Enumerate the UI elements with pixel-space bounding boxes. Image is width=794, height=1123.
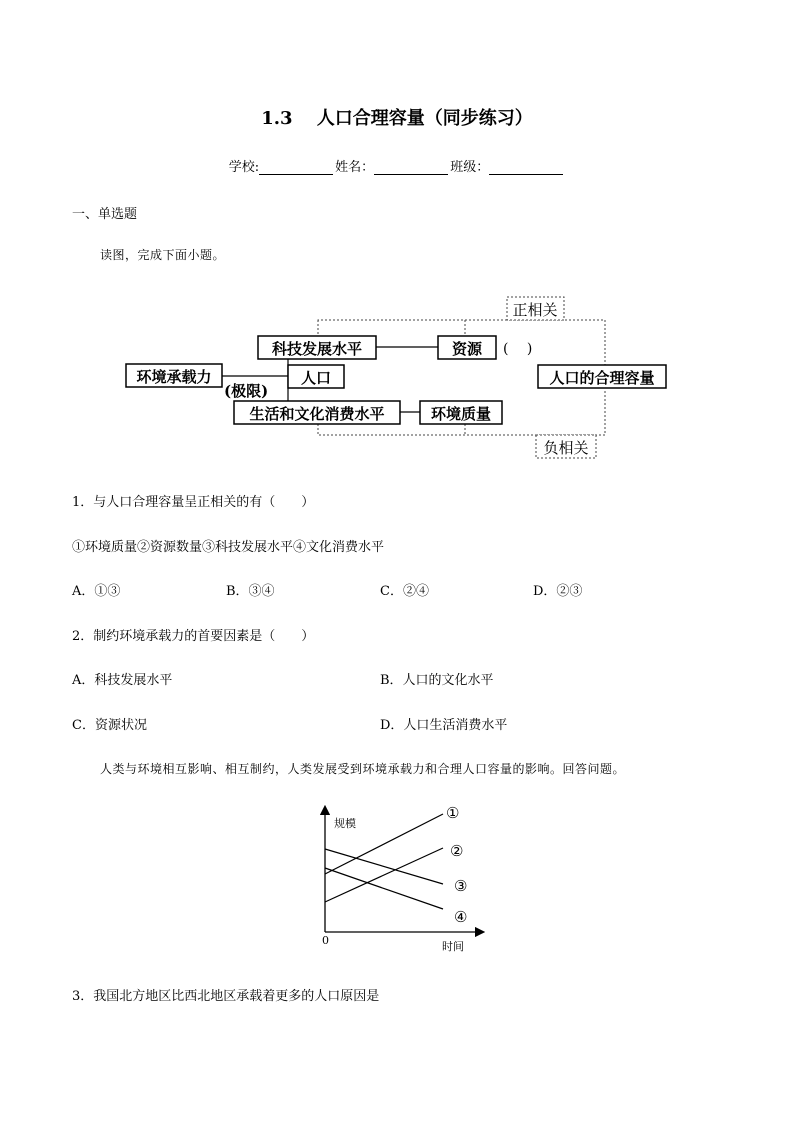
living-standard-label: 生活和文化消费水平 xyxy=(249,405,385,423)
q2-option-c[interactable]: C．资源状况 xyxy=(72,718,147,733)
limit-label: (极限) xyxy=(224,382,269,400)
question-1-stem: 1．与人口合理容量呈正相关的有（ ） xyxy=(72,495,315,510)
reasonable-capacity-label: 人口的合理容量 xyxy=(549,369,655,387)
question-1-items: ①环境质量②资源数量③科技发展水平④文化消费水平 xyxy=(72,540,385,555)
intro-text-2: 人类与环境相互影响、相互制约，人类发展受到环境承载力和合理人口容量的影响。回答问题。 xyxy=(100,762,626,776)
negative-label: 负相关 xyxy=(543,439,589,457)
question-3-stem: 3．我国北方地区比西北地区承载着更多的人口原因是 xyxy=(72,989,380,1004)
tech-label: 科技发展水平 xyxy=(271,340,363,358)
school-label: 学校: xyxy=(228,160,260,175)
question-2-stem: 2．制约环境承载力的首要因素是（ ） xyxy=(72,629,315,644)
origin-label: 0 xyxy=(322,934,329,947)
q2-option-d[interactable]: D．人口生活消费水平 xyxy=(380,718,508,733)
name-label: 姓名： xyxy=(335,160,375,175)
q1-option-b[interactable]: B．③④ xyxy=(226,584,275,599)
line-label-3: ③ xyxy=(454,877,468,895)
intro-text-1: 读图，完成下面小题。 xyxy=(100,248,226,262)
trend-graph xyxy=(310,802,490,954)
q1-option-d[interactable]: D．②③ xyxy=(533,584,583,599)
line-label-4: ④ xyxy=(454,908,468,926)
q1-option-c[interactable]: C．②④ xyxy=(380,584,429,599)
q2-option-a[interactable]: A．科技发展水平 xyxy=(72,673,173,688)
y-axis-label: 规模 xyxy=(334,817,356,830)
env-quality-label: 环境质量 xyxy=(430,405,492,423)
name-blank[interactable] xyxy=(374,160,448,175)
env-capacity-label: 环境承载力 xyxy=(136,368,212,386)
line-label-2: ② xyxy=(450,842,464,860)
relationship-diagram xyxy=(118,290,678,462)
school-blank[interactable] xyxy=(259,160,333,175)
q2-option-b[interactable]: B．人口的文化水平 xyxy=(380,673,494,688)
trend-line-2 xyxy=(325,848,443,902)
page-title: 1.3 人口合理容量（同步练习） xyxy=(261,108,533,129)
x-axis-label: 时间 xyxy=(442,940,464,953)
trend-line-3 xyxy=(325,849,443,884)
line-label-1: ① xyxy=(446,804,460,822)
class-label: 班级： xyxy=(450,160,490,175)
population-label: 人口 xyxy=(300,369,332,387)
resource-label: 资源 xyxy=(451,340,483,358)
positive-label: 正相关 xyxy=(512,301,558,319)
student-info-line xyxy=(0,156,794,175)
answer-blank: ( ) xyxy=(503,341,533,357)
section-heading: 一、单选题 xyxy=(72,207,138,222)
q1-option-a[interactable]: A．①③ xyxy=(72,584,121,599)
class-blank[interactable] xyxy=(489,160,563,175)
trend-line-4 xyxy=(325,868,443,909)
